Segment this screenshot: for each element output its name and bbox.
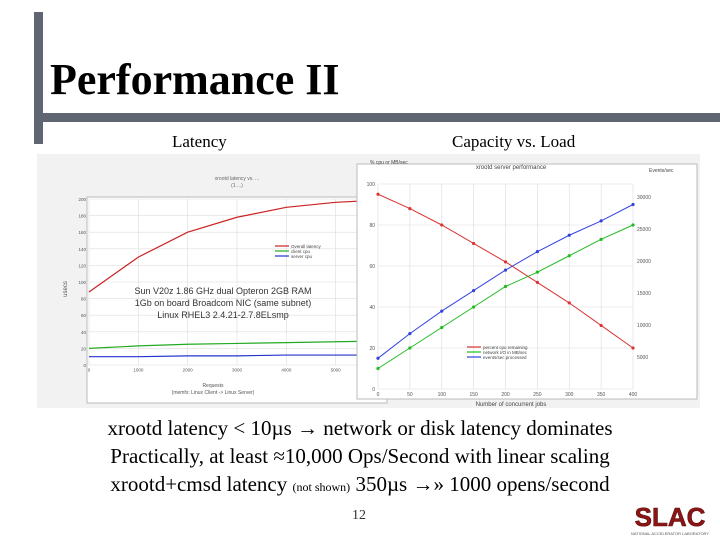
latency-xtick-label: 0 [87, 367, 91, 373]
left-chart-title-2: (1 ...) [231, 183, 243, 189]
capacity-xtick-label: 400 [628, 392, 638, 398]
capacity-rtick-label: 5000 [637, 354, 649, 361]
latency-ytick-label: 100 [78, 280, 86, 285]
capacity-ytick-label: 20 [369, 346, 375, 352]
caption-line-3: Linux RHEL3 2.4.21-2.7.8ELsmp [157, 310, 289, 320]
latency-ytick-label: 0 [83, 363, 86, 368]
bullet-lines [0, 414, 720, 501]
latency-xtick-label: 2000 [182, 367, 193, 373]
latency-xtick-label: 3000 [231, 367, 243, 373]
not-shown-note: (not shown) [292, 480, 351, 494]
bullet-line-2: Practically, at least ≈10,000 Ops/Second with linear scaling [110, 444, 610, 468]
caption-line-2: 1Gb on board Broadcom NIC (same subnet) [134, 298, 312, 308]
capacity-ytick-label: 40 [369, 305, 375, 311]
capacity-point [376, 367, 379, 370]
title-accent-horizontal [34, 113, 720, 122]
left-chart-xlabel2: (memfs: Linux Client -> Linux Server) [171, 390, 255, 396]
capacity-point [536, 250, 539, 253]
capacity-point [408, 332, 411, 335]
latency-ytick-label: 120 [78, 263, 86, 269]
capacity-ytick-label: 0 [372, 387, 375, 393]
right-chart-xlabel: Number of concurrent jobs [475, 402, 547, 408]
capacity-point [472, 242, 475, 245]
capacity-point [504, 269, 507, 272]
capacity-point [440, 310, 443, 313]
capacity-rtick-label: 20000 [637, 258, 651, 265]
capacity-rtick-label: 25000 [637, 226, 651, 233]
left-chart-xlabel: Requests [202, 383, 224, 389]
latency-legend-label: Overall latency [291, 244, 321, 249]
caption-line-1: Sun V20z 1.86 GHz dual Opteron 2GB RAM [134, 286, 312, 296]
left-chart-ylabel: usecs [63, 281, 69, 297]
capacity-legend-label: percent cpu remaining [483, 345, 528, 350]
slac-logo-subtext: NATIONAL ACCELERATOR LABORATORY [630, 531, 710, 536]
capacity-point [568, 301, 571, 304]
capacity-point [472, 305, 475, 308]
capacity-point [408, 346, 411, 349]
capacity-rtick-label: 15000 [637, 290, 651, 297]
capacity-xtick-label: 100 [437, 392, 446, 398]
capacity-point [568, 234, 571, 237]
capacity-point [440, 326, 443, 329]
capacity-point [536, 281, 539, 284]
latency-legend-label: server cpu [291, 254, 313, 259]
capacity-xtick-label: 50 [407, 392, 413, 398]
bullet-line-3a: xrootd+cmsd latency [110, 472, 293, 496]
capacity-point [568, 254, 571, 257]
bullet-line-3 [0, 470, 720, 501]
capacity-point [600, 219, 603, 222]
right-chart-ylabel-left: % cpu or MB/sec [370, 160, 408, 166]
capacity-xtick-label: 200 [501, 392, 510, 398]
capacity-point [376, 357, 379, 360]
slac-logo [622, 500, 718, 538]
latency-ytick-label: 180 [78, 213, 86, 219]
capacity-point [631, 223, 634, 226]
capacity-ytick-label: 100 [366, 182, 375, 188]
title-accent-vertical [34, 12, 43, 144]
charts-panel [37, 154, 700, 408]
latency-ytick-label: 40 [80, 329, 86, 335]
capacity-xtick-label: 350 [596, 392, 606, 398]
capacity-point [504, 285, 507, 288]
latency-ytick-label: 160 [78, 230, 86, 236]
capacity-xtick-label: 0 [376, 392, 380, 398]
capacity-point [504, 260, 507, 263]
left-chart-title-1: xrootd latency vs. ... [214, 176, 260, 182]
slide-title: Performance II [50, 55, 340, 104]
right-chart-ylabel-right: Events/sec [649, 168, 674, 174]
capacity-ytick-label: 80 [369, 223, 375, 229]
capacity-heading: Capacity vs. Load [452, 132, 576, 151]
latency-heading: Latency [172, 132, 227, 151]
charts-svg [37, 154, 700, 408]
latency-ytick-label: 140 [78, 246, 86, 252]
latency-ytick-label: 200 [78, 197, 86, 202]
right-chart-title: xrootd server performance [475, 165, 547, 171]
bullet-line-3c: 350µs →» 1000 opens/second [350, 472, 610, 496]
capacity-point [631, 203, 634, 206]
capacity-rtick-label: 10000 [637, 322, 651, 329]
latency-xtick-label: 5000 [330, 367, 341, 373]
page-number: 12 [352, 508, 366, 523]
capacity-point [536, 271, 539, 274]
latency-ytick-label: 80 [80, 296, 86, 302]
capacity-point [440, 223, 443, 226]
capacity-xtick-label: 250 [533, 392, 542, 398]
capacity-point [376, 193, 379, 196]
capacity-ytick-label: 60 [369, 264, 375, 270]
capacity-point [600, 324, 603, 327]
capacity-xtick-label: 300 [565, 392, 574, 398]
slac-logo-text: SLAC [634, 502, 706, 532]
bullet-line-1: xrootd latency < 10µs → network or disk latency dominates [107, 416, 613, 440]
capacity-point [631, 346, 634, 349]
capacity-xtick-label: 150 [469, 392, 478, 398]
capacity-legend-label: network I/O in MB/sec [483, 350, 528, 355]
capacity-rtick-label: 30000 [637, 194, 651, 201]
capacity-point [472, 289, 475, 292]
latency-legend-label: client cpu [291, 249, 311, 254]
latency-xtick-label: 1000 [133, 367, 144, 373]
latency-ytick-label: 60 [80, 313, 86, 319]
latency-xtick-label: 4000 [281, 367, 292, 373]
capacity-legend-label: events/sec processed [483, 355, 527, 360]
capacity-point [408, 207, 411, 210]
latency-ytick-label: 20 [80, 346, 86, 352]
capacity-point [600, 238, 603, 241]
